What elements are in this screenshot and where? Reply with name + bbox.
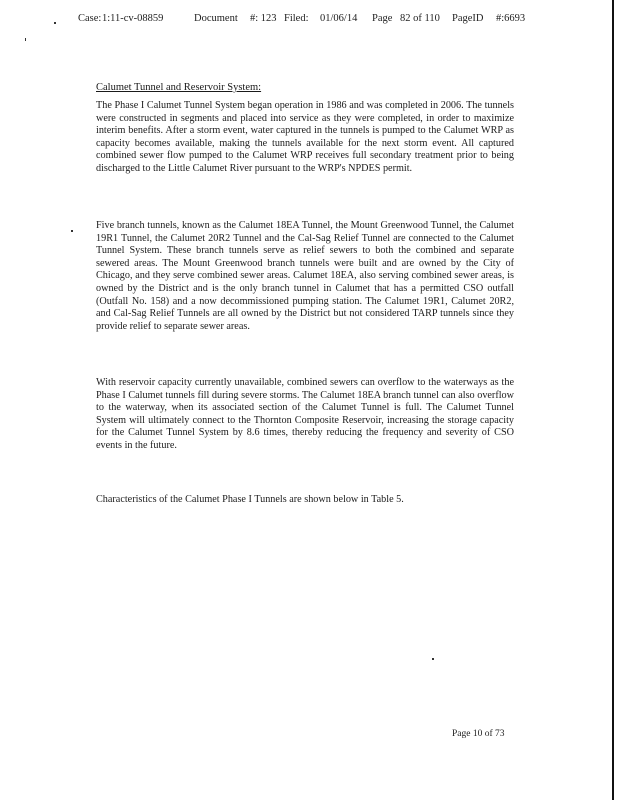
- paragraph-branch-tunnels: Five branch tunnels, known as the Calumet 18EA Tunnel, the Mount Greenwood Tunnel, the Calumet 19R1 Tunnel, the Calumet 20R2 Tunnel and the Cal-Sag Relief Tunnel are connected to the Calumet Tunnel System. These branch tunnels serve as relief sewers to both the combined and separate sewered areas. The Mount Greenwood branch tunnels were built and are owned by the City of Chicago, and they serve combined sewer areas. Calumet 18EA, also serving combined sewer areas, is owned by the District and is the only branch tunnel in Calumet that has a permitted CSO outfall (Outfall No. 158) and a now decommissioned pumping station. The Calumet 19R1, Calumet 20R2, and Cal-Sag Relief Tunnels are all owned by the District but not considered TARP tunnels since they provide relief to separate sewer areas.: [96, 220, 514, 332]
- document-label: Document: [194, 13, 238, 24]
- filed-date: 01/06/14: [320, 13, 358, 24]
- filed-label: Filed:: [284, 13, 309, 24]
- scan-speck: [71, 230, 73, 232]
- scan-speck: [54, 22, 56, 24]
- scan-edge-border: [612, 0, 614, 800]
- scan-speck: [432, 658, 434, 660]
- case-number: 1:11-cv-08859: [102, 13, 164, 24]
- paragraph-overview: The Phase I Calumet Tunnel System began operation in 1986 and was completed in 2006. The tunnels were constructed in segments and placed into service as they were completed, in order to maximize interim benefits. After a storm event, water captured in the tunnels is pumped to the Calumet WRP as capacity becomes available, making the tunnels available for the next storm event. All captured combined sewer flow pumped to the Calumet WRP receives full secondary treatment prior to being discharged to the Little Calumet River pursuant to the WRP's NPDES permit.: [96, 100, 514, 174]
- scan-speck: [25, 38, 26, 41]
- page-footer-number: Page 10 of 73: [452, 729, 505, 739]
- paragraph-table-reference: Characteristics of the Calumet Phase I Tunnels are shown below in Table 5.: [96, 494, 404, 505]
- paragraph-reservoir-capacity: With reservoir capacity currently unavailable, combined sewers can overflow to the waterways as the Phase I Calumet tunnels fill during severe storms. The Calumet 18EA branch tunnel can also overflow to the waterway, when its associated section of the Calumet Tunnel is full. The Calumet Tunnel System will ultimately connect to the Thornton Composite Reservoir, increasing the storage capacity for the Calumet Tunnel System by 8.6 times, thereby reducing the frequency and severity of CSO events in the future.: [96, 377, 514, 451]
- document-number: #: 123: [250, 13, 277, 24]
- pageid-label: PageID: [452, 13, 484, 24]
- section-title: Calumet Tunnel and Reservoir System:: [96, 82, 262, 93]
- pageid-number: #:6693: [496, 13, 526, 24]
- page-info: 82 of 110: [400, 13, 440, 24]
- case-label: Case:: [78, 13, 102, 24]
- page-label: Page: [372, 13, 393, 24]
